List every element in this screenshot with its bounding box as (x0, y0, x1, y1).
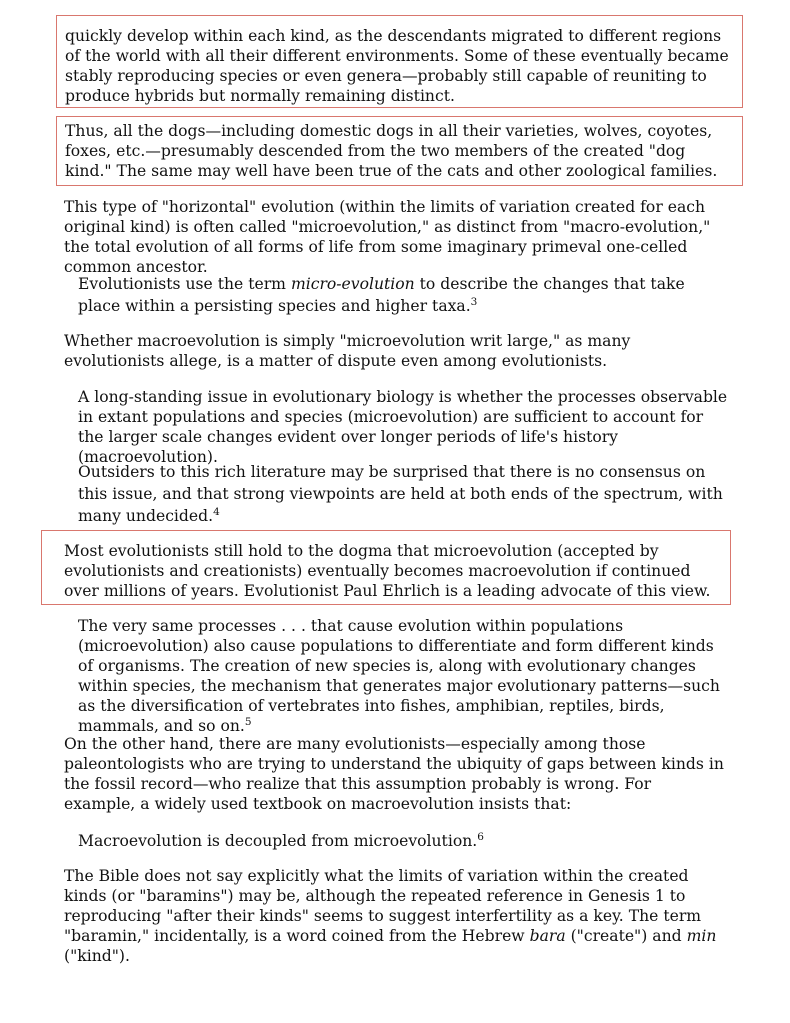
paragraph-text: The Bible does not say explicitly what the limits of variation within the created kinds (or "baramins") may be, although the repeated reference in Genesis 1 to reproducing "after their kinds" seems to suggest interfertility as a key. The term "baramin," incidentally, is a word coined from the Hebrew (64, 867, 702, 945)
footnote-ref: 5 (244, 715, 252, 728)
quote-text: Outsiders to this rich literature may be surprised that there is no consensus on this issue, and that strong viewpoints are held at both ends of the spectrum, with many undecided. (78, 463, 723, 525)
paragraph-text: ("create") and (565, 927, 687, 945)
quote-outsiders (78, 461, 728, 527)
quote-text: to describe the changes that take place within a persisting species and higher taxa. (78, 275, 685, 315)
footnote-ref: 4 (213, 505, 220, 518)
quote-text: Evolutionists use the term (78, 275, 291, 293)
quote-text: Macroevolution is decoupled from microevolution. (78, 832, 478, 850)
paragraph-dogma: Most evolutionists still hold to the dogma that microevolution (accepted by evolutionists and creationists) eventually becomes macroevolution if continued over millions of years. Evolutionist Paul Ehrlich is a leading advocate of this view. (64, 542, 711, 600)
paragraph-writ-large: Whether macroevolution is simply "microevolution writ large," as many evolutionists allege, is a matter of dispute even among evolutionists. (64, 332, 631, 370)
quote-long-standing-issue: A long-standing issue in evolutionary biology is whether the processes observable in extant populations and species (microevolution) are sufficient to account for the larger scale changes evident over longer periods of life's history (macroevolution). (78, 388, 728, 466)
emphasis-term: min (686, 927, 717, 945)
paragraph-dog-kind: Thus, all the dogs—including domestic dogs in all their varieties, wolves, coyotes, foxes, etc.—presumably descended from the two members of the created "dog kind." The same may well have been true of the cats and other zoological families. (65, 122, 718, 180)
quote-text: The very same processes . . . that cause evolution within populations (microevolution) also cause populations to differentiate and form different kinds of organisms. The creation of new species is, along with evolutionary changes within species, the mechanism that generates major evolutionary patterns—such as the diversification of vertebrates into fishes, amphibian, reptiles, birds, mammals, and so on. (78, 617, 720, 735)
paragraph-text: ("kind"). (64, 947, 130, 965)
highlight-box-2 (56, 116, 743, 186)
paragraph-baramins (64, 866, 726, 966)
footnote-ref: 3 (470, 295, 478, 308)
footnote-ref: 6 (477, 830, 484, 843)
highlight-box-1 (56, 15, 743, 108)
quote-ehrlich (78, 616, 728, 736)
emphasis-term: bara (529, 927, 566, 945)
paragraph-descendants: quickly develop within each kind, as the descendants migrated to different regions of the world with all their different environments. Some of these eventually became stably reproducing species or even genera—probably still capable of reuniting to produce hybrids but normally remaining distinct. (65, 27, 729, 105)
highlight-box-3 (41, 530, 731, 605)
paragraph-horizontal-evolution: This type of "horizontal" evolution (within the limits of variation created for each original kind) is often called "microevolution," as distinct from "macro-evolution," the total evolution of all forms of life from some imaginary primeval one-celled common ancestor. (64, 198, 711, 276)
emphasis-term: micro-evolution (290, 275, 415, 293)
quote-micro-evolution (78, 273, 728, 317)
paragraph-other-hand: On the other hand, there are many evolutionists—especially among those paleontologists who are trying to understand the ubiquity of gaps between kinds in the fossil record—who realize that this assumption probably is wrong. For example, a widely used textbook on macroevolution insists that: (64, 735, 724, 813)
quote-decoupled (78, 831, 728, 851)
